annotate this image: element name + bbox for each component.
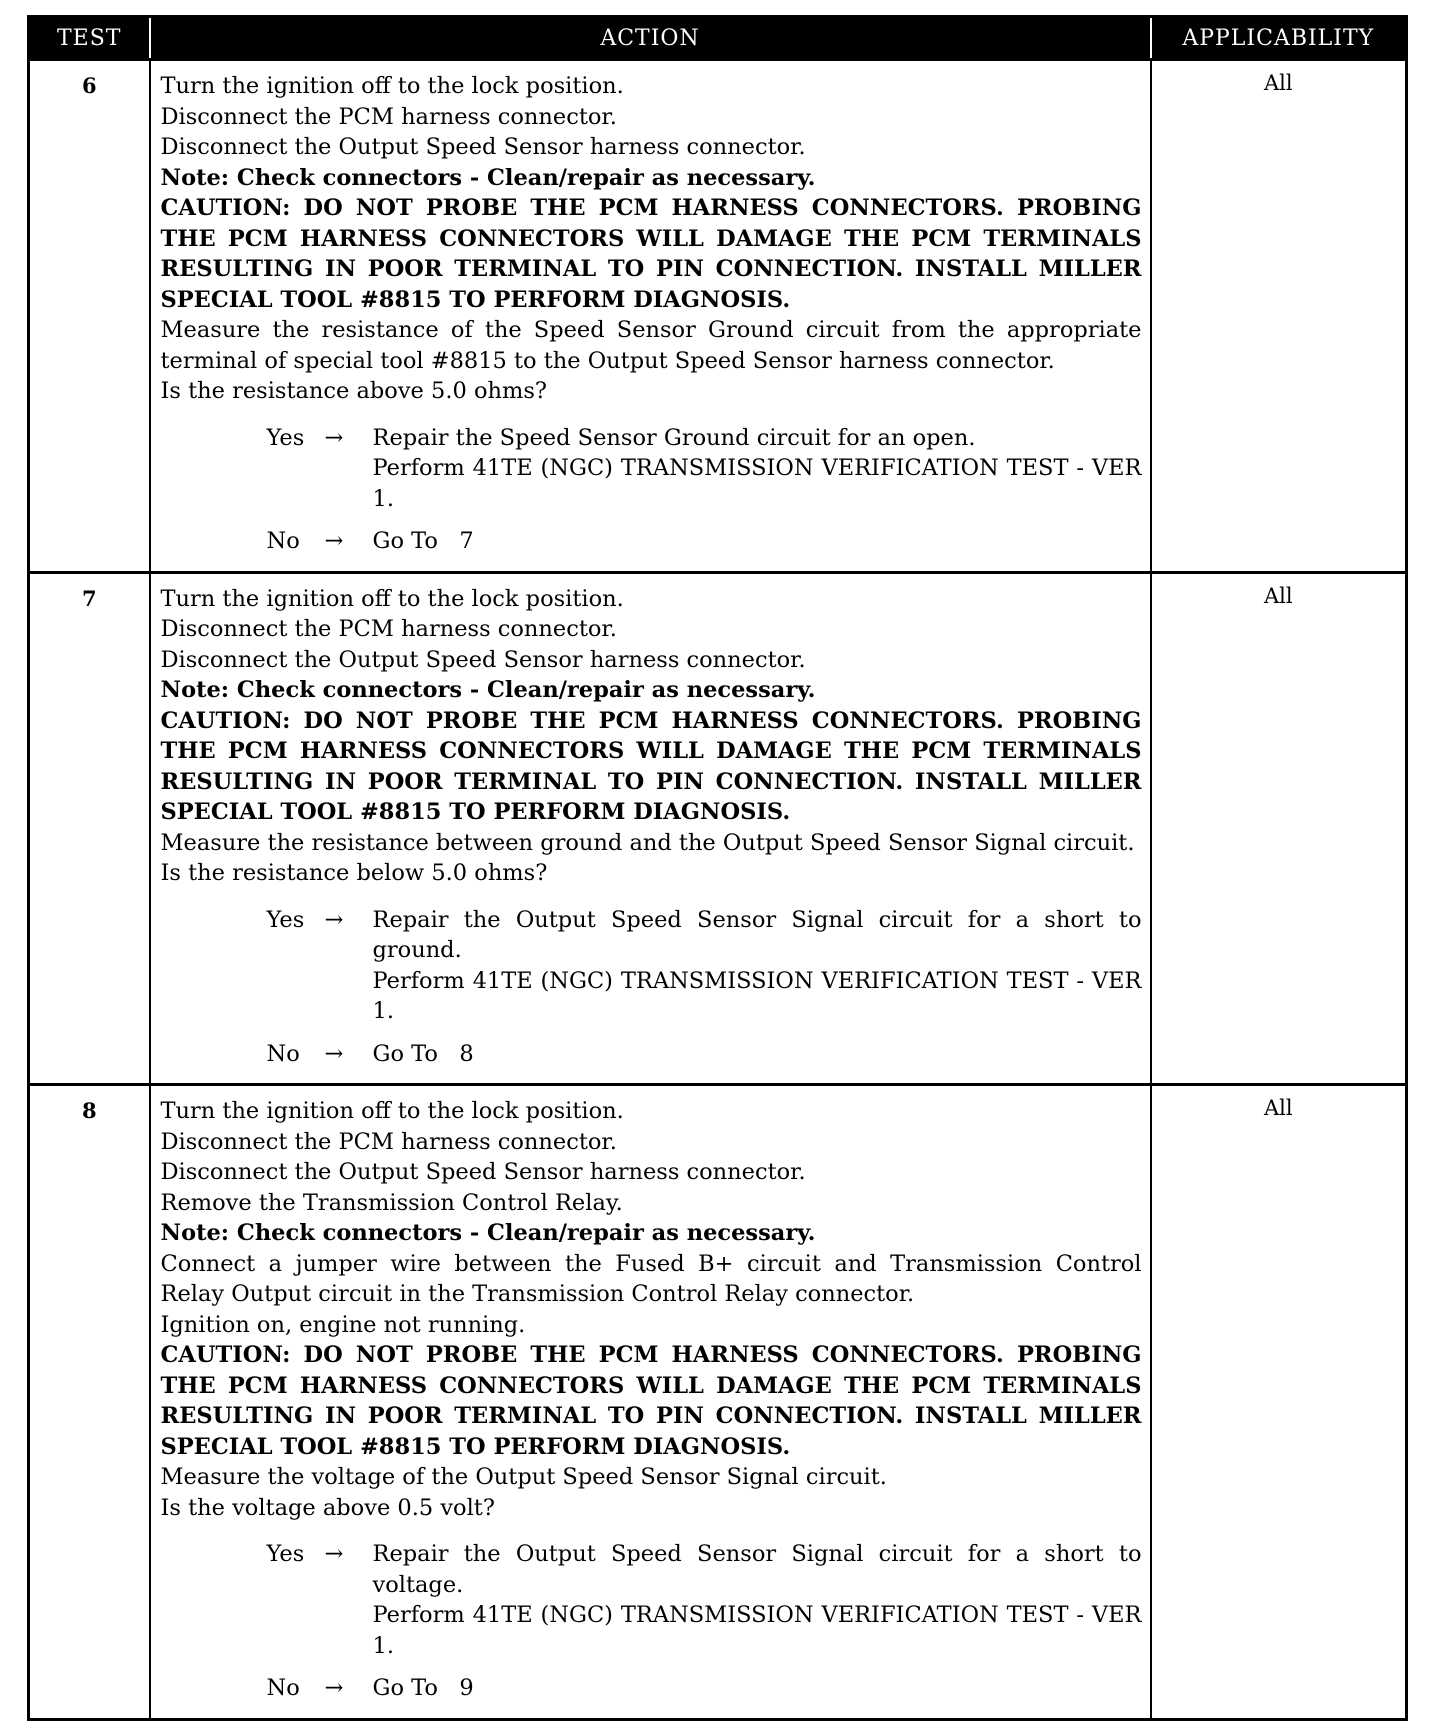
header-test: TEST — [29, 17, 150, 60]
step: Disconnect the PCM harness connector. — [160, 1128, 617, 1155]
right-arrow-icon: → — [324, 906, 344, 933]
header-action: ACTION — [150, 17, 1151, 60]
yes-label: Yes — [266, 906, 305, 933]
question-text: Is the voltage above 0.5 volt? — [160, 1494, 495, 1521]
test-row-6 — [29, 60, 1407, 573]
header-applicability: APPLICABILITY — [1151, 17, 1407, 60]
test-number: 8 — [29, 1085, 150, 1720]
measure-instruction: Measure the voltage of the Output Speed Sensor Signal circuit. — [160, 1464, 887, 1490]
action-cell — [150, 572, 1151, 1085]
test-number: 7 — [29, 572, 150, 1085]
yes-action: Repair the Speed Sensor Ground circuit for an open. — [372, 424, 976, 451]
no-branch — [267, 1039, 1142, 1070]
step: Turn the ignition off to the lock position. — [160, 73, 624, 99]
note-text: Note: Check connectors - Clean/repair as necessary. — [160, 677, 816, 703]
table-header-row — [29, 17, 1407, 60]
applicability-cell: All — [1151, 1085, 1407, 1720]
action-cell — [150, 1085, 1151, 1720]
no-label: No — [266, 1040, 300, 1067]
yes-action: Repair the Output Speed Sensor Signal circuit for a short to ground. — [372, 906, 1142, 963]
right-arrow-icon: → — [324, 1541, 344, 1567]
goto-link[interactable]: Go To 8 — [372, 1040, 474, 1067]
right-arrow-icon: → — [324, 1040, 344, 1067]
no-branch — [267, 1673, 1142, 1704]
no-label: No — [266, 1675, 300, 1701]
step: Disconnect the Output Speed Sensor harness connector. — [160, 134, 806, 160]
test-row-8 — [29, 1085, 1407, 1720]
step: Ignition on, engine not running. — [160, 1311, 526, 1338]
verification-link[interactable]: Perform 41TE (NGC) TRANSMISSION VERIFICATION TEST - VER 1. — [372, 455, 1142, 512]
measure-instruction: Measure the resistance between ground and the Output Speed Sensor Signal circuit. — [160, 829, 1135, 856]
note-text: Note: Check connectors - Clean/repair as necessary. — [160, 164, 816, 191]
step: Turn the ignition off to the lock position. — [160, 585, 624, 612]
yes-branch — [267, 423, 1142, 515]
question-text: Is the resistance above 5.0 ohms? — [160, 378, 547, 404]
yes-label: Yes — [266, 424, 305, 451]
yes-branch — [267, 1539, 1142, 1661]
applicability-cell: All — [1151, 60, 1407, 573]
right-arrow-icon: → — [324, 1675, 344, 1701]
no-branch — [267, 526, 1142, 557]
step: Disconnect the Output Speed Sensor harness connector. — [160, 646, 806, 673]
verification-link[interactable]: Perform 41TE (NGC) TRANSMISSION VERIFICATION TEST - VER 1. — [372, 1602, 1142, 1659]
goto-link[interactable]: Go To 9 — [372, 1675, 474, 1701]
step: Disconnect the Output Speed Sensor harness connector. — [160, 1159, 806, 1185]
question-text: Is the resistance below 5.0 ohms? — [160, 860, 548, 886]
right-arrow-icon: → — [324, 424, 344, 451]
step: Remove the Transmission Control Relay. — [160, 1189, 623, 1216]
applicability-cell: All — [1151, 572, 1407, 1085]
step: Disconnect the PCM harness connector. — [160, 103, 617, 130]
caution-text: CAUTION: DO NOT PROBE THE PCM HARNESS CONNECTORS. PROBING THE PCM HARNESS CONNECTORS WILL DAMAGE THE PCM TERMINALS RESULTING IN POOR TERMINAL TO PIN CONNECTION. INSTALL MILLER SPECIAL TOOL #8815 TO PERFORM DIAGNOSIS. — [160, 1342, 1142, 1460]
measure-instruction: Measure the resistance of the Speed Sensor Ground circuit from the appropriate terminal of special tool #8815 to the Output Speed Sensor harness connector. — [160, 317, 1142, 374]
verification-link[interactable]: Perform 41TE (NGC) TRANSMISSION VERIFICATION TEST - VER 1. — [372, 967, 1142, 1024]
action-cell — [150, 60, 1151, 573]
step: Turn the ignition off to the lock position. — [160, 1098, 624, 1124]
note-text: Note: Check connectors - Clean/repair as necessary. — [160, 1220, 816, 1246]
test-number: 6 — [29, 60, 150, 573]
yes-label: Yes — [266, 1541, 305, 1567]
caution-text: CAUTION: DO NOT PROBE THE PCM HARNESS CONNECTORS. PROBING THE PCM HARNESS CONNECTORS WILL DAMAGE THE PCM TERMINALS RESULTING IN POOR TERMINAL TO PIN CONNECTION. INSTALL MILLER SPECIAL TOOL #8815 TO PERFORM DIAGNOSIS. — [160, 195, 1142, 313]
no-label: No — [266, 528, 300, 554]
step: Connect a jumper wire between the Fused B+ circuit and Transmission Control Relay Output circuit in the Transmission Control Relay connector. — [160, 1250, 1142, 1307]
yes-action: Repair the Output Speed Sensor Signal circuit for a short to voltage. — [372, 1541, 1142, 1598]
test-row-7 — [29, 572, 1407, 1085]
diagnostic-test-table — [27, 15, 1408, 1721]
right-arrow-icon: → — [324, 528, 344, 554]
goto-link[interactable]: Go To 7 — [372, 528, 474, 554]
caution-text: CAUTION: DO NOT PROBE THE PCM HARNESS CONNECTORS. PROBING THE PCM HARNESS CONNECTORS WILL DAMAGE THE PCM TERMINALS RESULTING IN POOR TERMINAL TO PIN CONNECTION. INSTALL MILLER SPECIAL TOOL #8815 TO PERFORM DIAGNOSIS. — [160, 707, 1142, 825]
step: Disconnect the PCM harness connector. — [160, 616, 617, 642]
yes-branch — [267, 905, 1142, 1027]
